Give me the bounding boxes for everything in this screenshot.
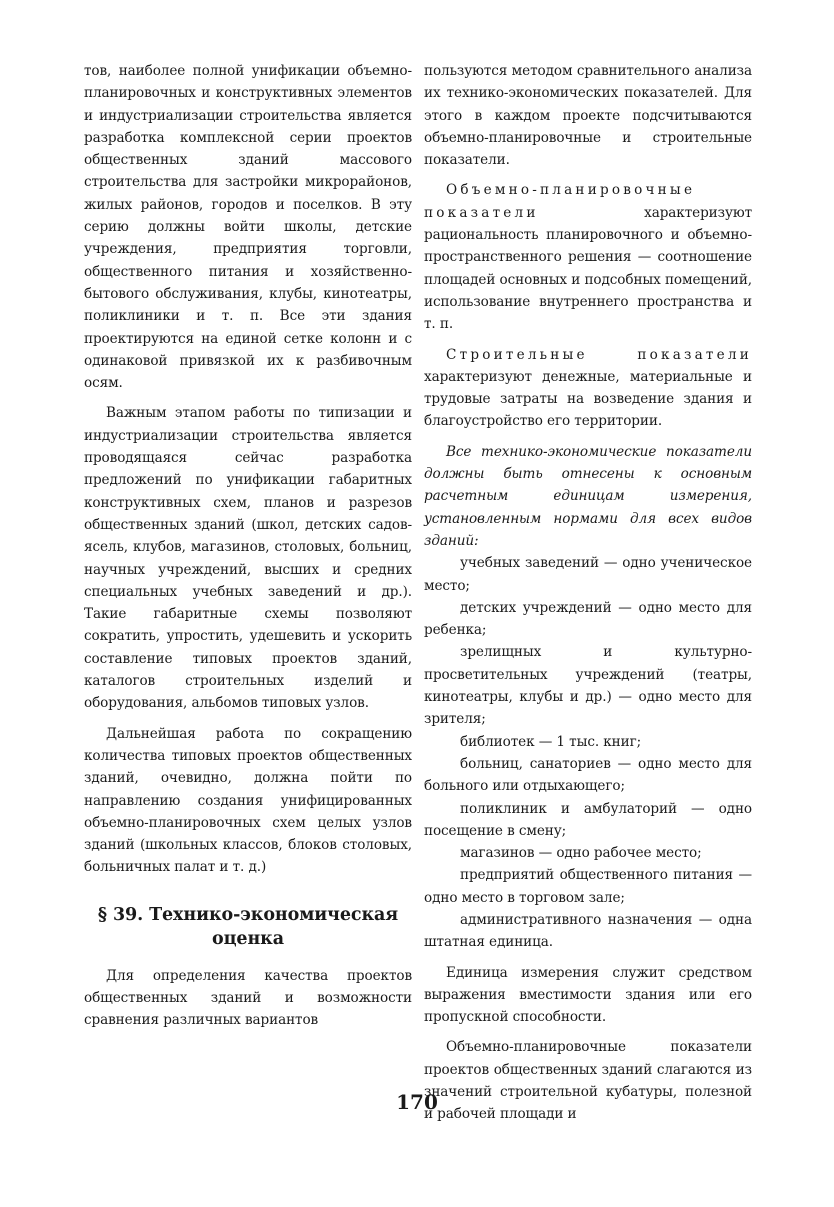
unit-list-item: детских учреждений — одно место для ребенка; xyxy=(424,599,752,639)
unit-list-item: библиотек — 1 тыс. книг; xyxy=(460,733,642,750)
unit-list-item: предприятий общественного питания — одно место в торговом зале; xyxy=(424,867,752,906)
unit-list-item: больниц, санаториев — одно место для больного или отдыхающего; xyxy=(424,755,752,795)
section-heading-line1: § 39. Технико-экономическая xyxy=(97,904,399,925)
paragraph-method: пользуются методом сравнительного анализа их технико-экономических показателей. Для этого в каждом проекте подсчитываются объемно-планировочные и строительные показатели. xyxy=(424,63,752,169)
paragraph-volume-indicators xyxy=(424,179,752,335)
paragraph-unit-definition: Единица измерения служит средством выражения вместимости здания или его пропускной способности. xyxy=(424,964,752,1026)
section-heading xyxy=(84,903,412,951)
text-construction-indicators: характеризуют денежные, материальные и трудовые затраты на возведение здания и благоустройство его территории. xyxy=(424,368,752,430)
left-column xyxy=(84,60,412,1032)
text-volume-indicators: характеризуют рациональность планировочного и объемно-пространственного решения — соотношение площадей основных и подсобных помещений, использование внутреннего пространства и т. п. xyxy=(424,204,752,333)
paragraph-typification: Важным этапом работы по типизации и индустриализации строительства является проводящаяся сейчас разработка предложений по унификации габаритных конструктивных схем, планов и разрезов общественных зданий (школ, детских садов-ясель, клубов, магазинов, столовых, больниц, научных учреждений, высших и средних специальных учебных заведений и др.). Такие габаритные схемы позволяют сократить, упростить, удешевить и ускорить составление типовых проектов зданий, каталогов строительных изделий и оборудования, альбомов типовых узлов. xyxy=(84,405,412,712)
unit-list-item: учебных заведений — одно ученическое место; xyxy=(424,555,752,594)
units-list xyxy=(424,552,752,953)
paragraph-continuation: тов, наиболее полной унификации объемно-планировочных и конструктивных элементов и индустриализации строительства является разработка комплексной серии проектов общественных зданий массового строительства для застройки микрорайонов, жилых районов, городов и поселков. В эту серию должны войти школы, детские учреждения, предприятия торговли, общественного питания и хозяйственно-бытового обслуживания, клубы, кинотеатры, поликлиники и т. п. Все эти здания проектируются на единой сетке колонн и с одинаковой привязкой их к разбивочным осям. xyxy=(84,63,412,392)
term-volume-indicators: Объемно-планировочные показатели xyxy=(424,182,696,221)
page-number: 170 xyxy=(396,1090,438,1114)
paragraph-units-intro: Все технико-экономические показатели должны быть отнесены к основным расчетным единицам измерения, установленным нормами для всех видов зданий: xyxy=(424,443,752,549)
text-volume-composition: проектов общественных зданий слагаются из значений строительной кубатуры, полезной и рабочей площади и xyxy=(424,1061,752,1123)
unit-list-item: магазинов — одно рабочее место; xyxy=(460,845,702,862)
section-heading-line2: оценка xyxy=(212,928,284,949)
unit-list-item: зрелищных и культурно-просветительных учреждений (театры, кинотеатры, клубы и др.) — одно место для зрителя; xyxy=(424,644,752,728)
unit-list-item: поликлиник и амбулаторий — одно посещение в смену; xyxy=(424,800,752,839)
term-volume-composition: Объемно-планировочные показатели xyxy=(446,1039,752,1056)
paragraph-quality: Для определения качества проектов общественных зданий и возможности сравнения различных вариантов xyxy=(84,967,412,1029)
paragraph-further-work: Дальнейшая работа по сокращению количества типовых проектов общественных зданий, очевидно, должна пойти по направлению создания унифицированных объемно-планировочных схем целых узлов зданий (школьных классов, блоков столовых, больничных палат и т. д.) xyxy=(84,725,412,876)
right-column xyxy=(424,60,752,1126)
paragraph-construction-indicators xyxy=(424,344,752,433)
term-construction-indicators: Строительные показатели xyxy=(446,346,752,363)
unit-list-item: административного назначения — одна штатная единица. xyxy=(424,911,752,951)
